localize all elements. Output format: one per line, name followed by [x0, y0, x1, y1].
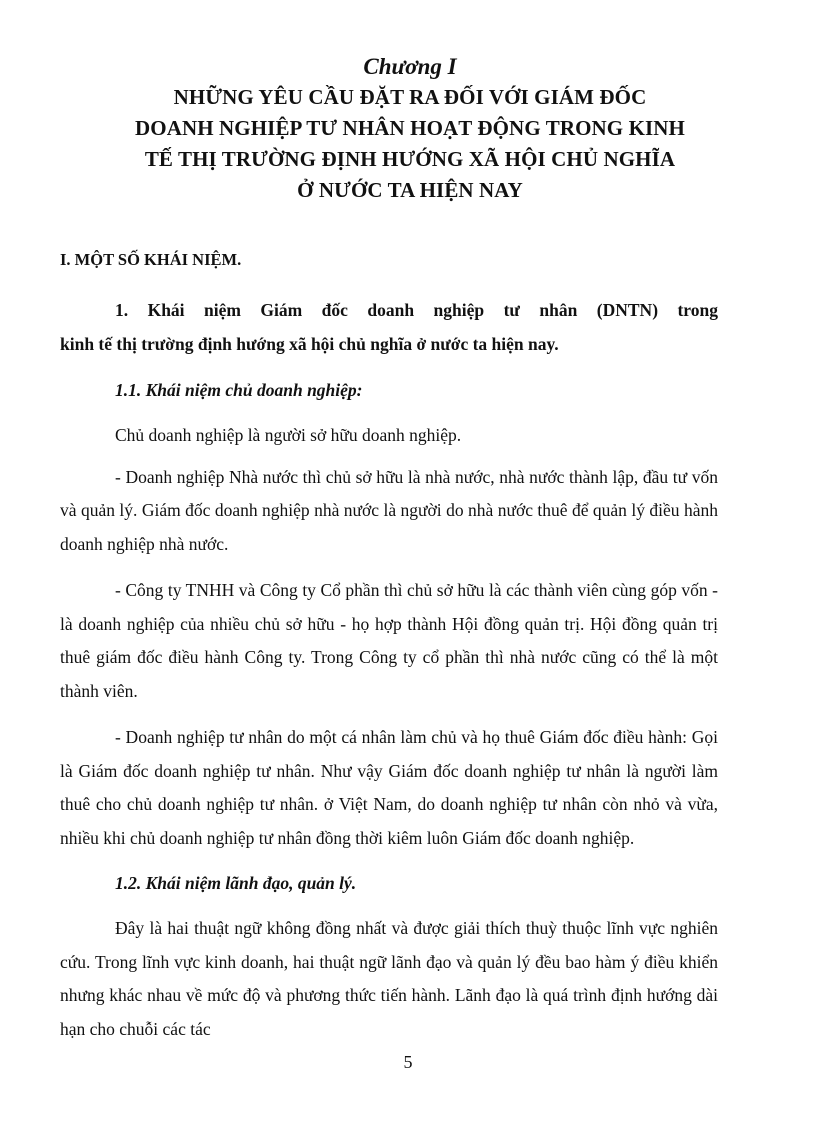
paragraph: - Công ty TNHH và Công ty Cổ phần thì chủ sở hữu là các thành viên cùng góp vốn - là doanh nghiệp của nhiều chủ sở hữu - họ hợp thành Hội đồng quản trị. Hội đồng quản trị thuê giám đốc điều hành Công ty. Trong Công ty cổ phần thì nhà nước cũng có thể là một thành viên. [60, 580, 718, 701]
subsection-heading-line: 1. Khái niệm Giám đốc doanh nghiệp tư nhân (DNTN) trong [115, 300, 718, 320]
paragraph: - Doanh nghiệp Nhà nước thì chủ sở hữu là nhà nước, nhà nước thành lập, đầu tư vốn và quản lý. Giám đốc doanh nghiệp nhà nước là người do nhà nước thuê để quản lý điều hành doanh nghiệp nhà nước. [60, 466, 718, 554]
subsection-heading [60, 293, 718, 361]
chapter-title-line: NHỮNG YÊU CẦU ĐẶT RA ĐỐI VỚI GIÁM ĐỐC [173, 85, 647, 109]
chapter-header [60, 52, 760, 206]
document-body [60, 248, 718, 1059]
chapter-label: Chương I [363, 54, 457, 79]
paragraph: Chủ doanh nghiệp là người sở hữu doanh nghiệp. [115, 425, 462, 445]
page-number: 5 [403, 1052, 413, 1072]
subsubsection-heading: 1.1. Khái niệm chủ doanh nghiệp: [115, 380, 363, 400]
paragraph: - Doanh nghiệp tư nhân do một cá nhân làm chủ và họ thuê Giám đốc điều hành: Gọi là Giám đốc doanh nghiệp tư nhân. Như vậy Giám đốc doanh nghiệp tư nhân là người làm thuê cho chủ doanh nghiệp tư nhân. ở Việt Nam, do doanh nghiệp tư nhân còn nhỏ và vừa, nhiều khi chủ doanh nghiệp tư nhân đồng thời kiêm luôn Giám đốc doanh nghiệp. [60, 727, 718, 848]
paragraph: Đây là hai thuật ngữ không đồng nhất và được giải thích thuỳ thuộc lĩnh vực nghiên cứu. Trong lĩnh vực kinh doanh, hai thuật ngữ lãnh đạo và quản lý đều bao hàm ý điều khiển nhưng khác nhau về mức độ và phương thức tiến hành. Lãnh đạo là quá trình định hướng dài hạn cho chuỗi các tác [60, 918, 718, 1039]
subsubsection-heading: 1.2. Khái niệm lãnh đạo, quản lý. [115, 873, 357, 893]
chapter-title-line: TẾ THỊ TRƯỜNG ĐỊNH HƯỚNG XÃ HỘI CHỦ NGHĨA [144, 147, 676, 171]
chapter-title-line: Ở NƯỚC TA HIỆN NAY [297, 178, 523, 202]
section-heading: I. MỘT SỐ KHÁI NIỆM. [60, 250, 242, 269]
subsection-heading-line: kinh tế thị trường định hướng xã hội chủ nghĩa ở nước ta hiện nay. [60, 334, 559, 354]
chapter-title-line: DOANH NGHIỆP TƯ NHÂN HOẠT ĐỘNG TRONG KINH [135, 116, 685, 140]
chapter-title [60, 82, 760, 206]
